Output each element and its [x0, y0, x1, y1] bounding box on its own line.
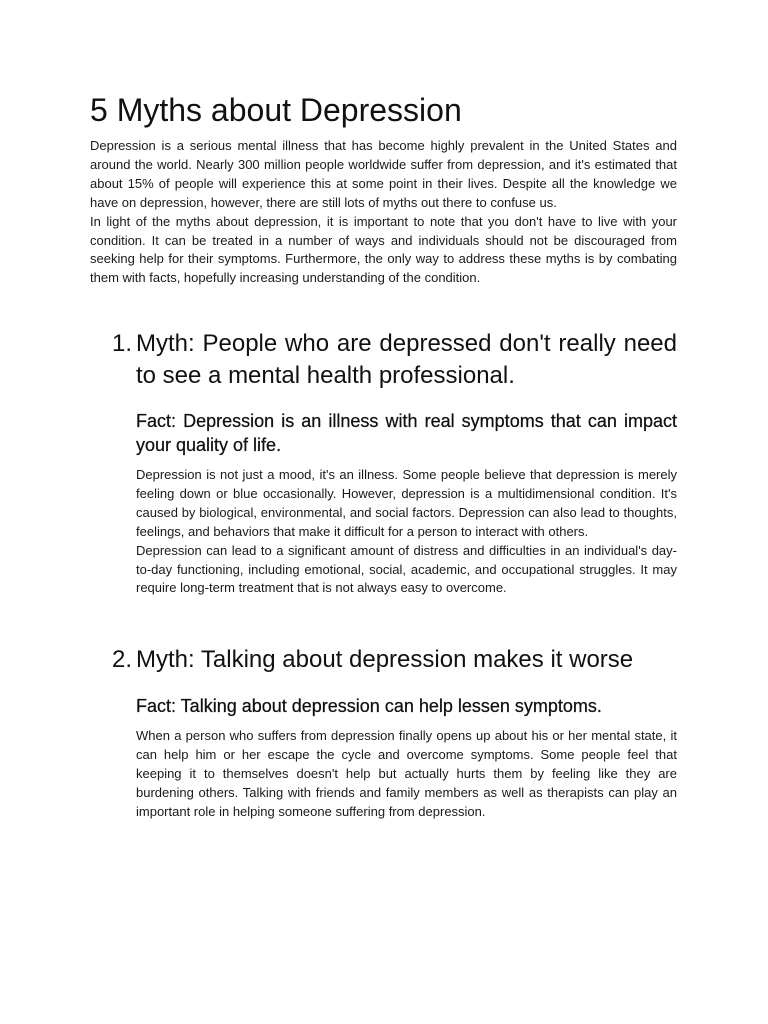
- myth-heading-text: Myth: Talking about depression makes it worse: [136, 646, 634, 673]
- intro-section: [90, 137, 677, 288]
- myth-section-2: [112, 644, 677, 822]
- fact-body: [136, 466, 677, 598]
- fact-paragraph: Depression is not just a mood, it's an illness. Some people believe that depression is merely feeling down or blue occasionally. However, depression is a multidimensional condition. It's caused by biological, environmental, and social factors. Depression can also lead to thoughts, feelings, and behaviors that make it difficult for a person to interact with others.: [136, 467, 677, 539]
- fact-block: [136, 694, 677, 822]
- fact-heading: Fact: Depression is an illness with real symptoms that can impact your quality of life.: [136, 411, 677, 455]
- intro-paragraph: In light of the myths about depression, it is important to note that you don't have to live with your condition. It can be treated in a number of ways and individuals should not be discouraged from seeking help for their symptoms. Furthermore, the only way to address these myths is by combating them with facts, hopefully increasing understanding of the condition.: [90, 213, 677, 286]
- myth-heading-text: Myth: People who are depressed don't really need to see a mental health professional.: [136, 330, 677, 389]
- myth-section-1: [112, 328, 677, 598]
- myth-heading: [112, 644, 677, 676]
- fact-block: [136, 409, 677, 598]
- myth-number: 2.: [112, 646, 133, 673]
- myth-number: 1.: [112, 330, 133, 357]
- fact-paragraph: Depression can lead to a significant amount of distress and difficulties in an individual's day-to-day functioning, including emotional, social, academic, and occupational struggles. It may require long-term treatment that is not always easy to overcome.: [136, 542, 677, 596]
- fact-heading: Fact: Talking about depression can help lessen symptoms.: [136, 696, 602, 716]
- fact-paragraph: When a person who suffers from depression finally opens up about his or her mental state, it can help him or her escape the cycle and overcome symptoms. Some people feel that keeping it to themselves doesn't help but actually hurts them by feeling like they are burdening others. Talking with friends and family members as well as therapists can play an important role in helping someone suffering from depression.: [136, 728, 677, 819]
- page-title: 5 Myths about Depression: [90, 92, 462, 128]
- myth-heading: [112, 328, 677, 392]
- intro-paragraph: Depression is a serious mental illness that has become highly prevalent in the United States and around the world. Nearly 300 million people worldwide suffer from depression, and it's estimated that about 15% of people will experience this at some point in their lives. Despite all the knowledge we have on depression, however, there are still lots of myths out there to confuse us.: [90, 138, 677, 210]
- fact-body: [136, 727, 677, 822]
